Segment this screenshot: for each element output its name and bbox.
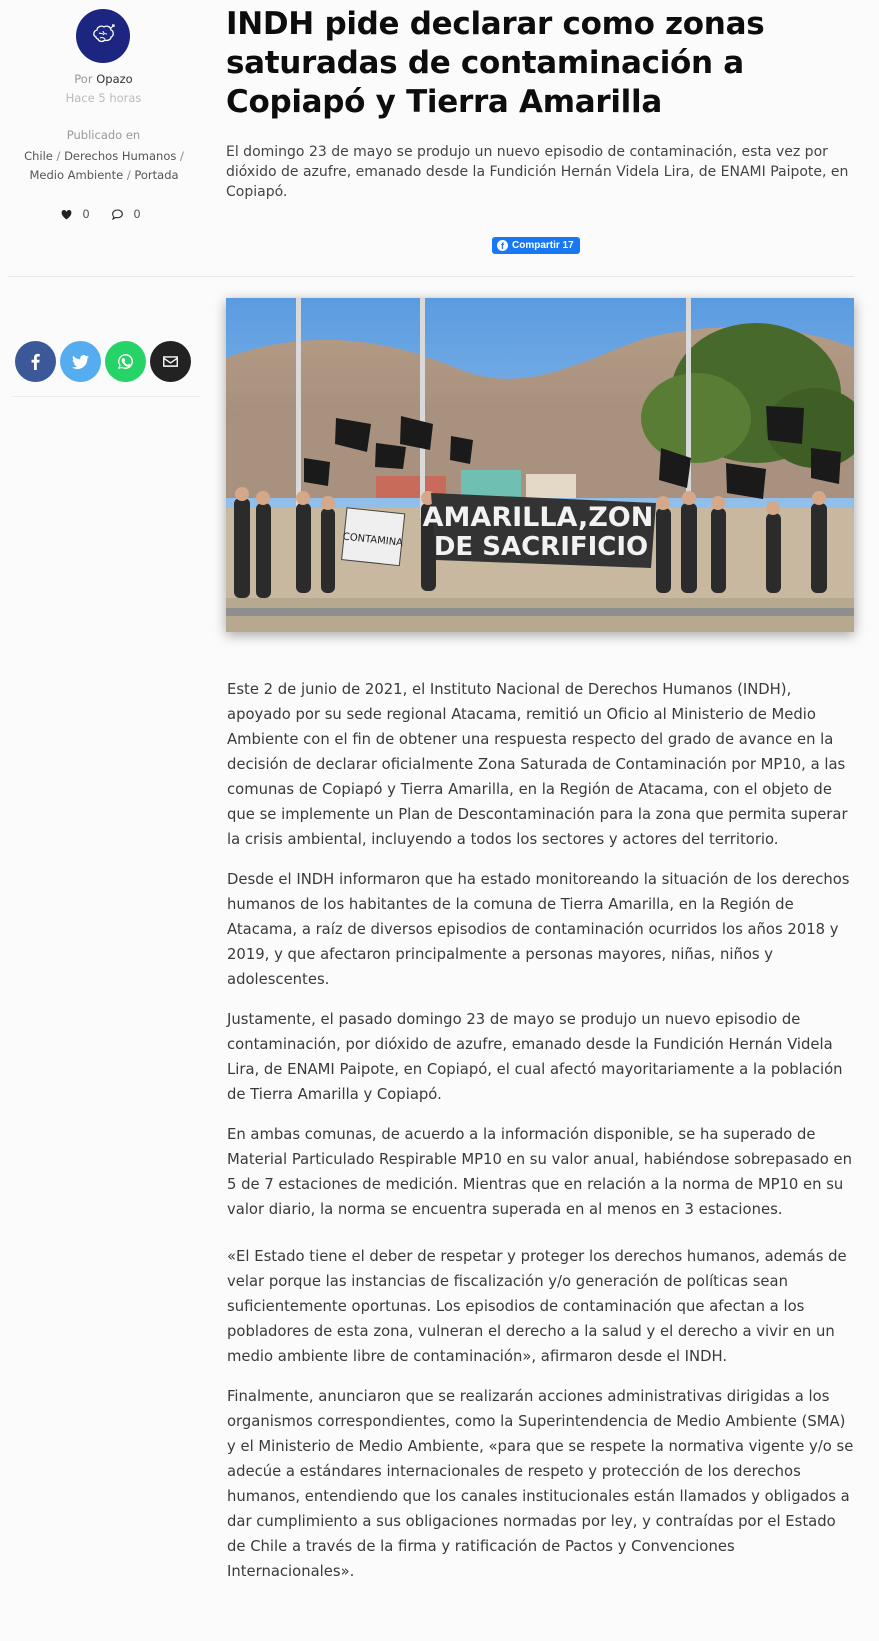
social-share-buttons bbox=[15, 341, 191, 382]
by-prefix: Por bbox=[74, 72, 93, 86]
category-link-derechos-humanos[interactable]: Derechos Humanos bbox=[64, 149, 177, 163]
facebook-logo-icon: f bbox=[497, 240, 508, 251]
brain-logo-icon bbox=[88, 21, 118, 51]
comment-count: 0 bbox=[133, 207, 141, 221]
published-in-label: Publicado en bbox=[66, 128, 141, 142]
like-counter[interactable] bbox=[60, 207, 95, 221]
article-lead: El domingo 23 de mayo se produjo un nuevo episodio de contaminación, esta vez por dióxido de azufre, emanado desde la Fundición Hernán Videla Lira, de ENAMI Paipote, en Copiapó. bbox=[226, 144, 849, 200]
facebook-icon bbox=[27, 353, 44, 370]
body-paragraph: «El Estado tiene el deber de respetar y proteger los derechos humanos, además de velar porque las instancias de fiscalización y/o generación de políticas sean suficientemente oportunas. Los episodios de contaminación que afectan a los pobladores de esta zona, vulneran el derecho a la salud y el derecho a vivir en un medio ambiente libre de contaminación», afirmaron desde el INDH. bbox=[227, 1248, 847, 1365]
share-whatsapp-button[interactable] bbox=[105, 341, 146, 382]
body-paragraph: Justamente, el pasado domingo 23 de mayo se produjo un nuevo episodio de contaminación, por dióxido de azufre, emanado desde la Fundición Hernán Videla Lira, de ENAMI Paipote, en Copiapó, el cual afectó mayoritariamente a la población de Tierra Amarilla y Copiapó. bbox=[227, 1011, 843, 1103]
body-paragraph: Este 2 de junio de 2021, el Instituto Nacional de Derechos Humanos (INDH), apoyado por su sede regional Atacama, remitió un Oficio al Ministerio de Medio Ambiente con el fin de obtener una respuesta respecto del grado de avance en la decisión de declarar oficialmente Zona Saturada de Contaminación por MP10, a las comunas de Copiapó y Tierra Amarilla, en la Región de Atacama, con el objeto de que se implemente un Plan de Descontaminación para la zona que permita superar la crisis ambiental, incluyendo a todos los sectores y actores del territorio. bbox=[227, 681, 848, 848]
author-avatar[interactable] bbox=[76, 9, 130, 63]
envelope-icon bbox=[162, 353, 179, 370]
whatsapp-icon bbox=[117, 353, 134, 370]
body-paragraph: En ambas comunas, de acuerdo a la información disponible, se ha superado de Material Particulado Respirable MP10 en su valor anual, habiéndose sobrepasado en 5 de 7 estaciones de medición. Mientras que en relación a la norma de MP10 en su valor diario, la norma se encuentra superada en al menos en 3 estaciones. bbox=[227, 1126, 853, 1218]
share-facebook-button[interactable] bbox=[15, 341, 56, 382]
banner-text-line1: AMARILLA,ZON bbox=[422, 502, 654, 533]
category-link-chile[interactable]: Chile bbox=[24, 149, 53, 163]
author-link[interactable]: Opazo bbox=[96, 72, 133, 86]
share-divider bbox=[13, 396, 200, 397]
category-separator: / bbox=[56, 149, 61, 163]
body-paragraph: Desde el INDH informaron que ha estado monitoreando la situación de los derechos humanos de los habitantes de la comuna de Tierra Amarilla, en la Región de Atacama, a raíz de diversos episodios de contaminación ocurridos los años 2018 y 2019, y que afectaron principalmente a personas mayores, niñas, niños y adolescentes. bbox=[227, 871, 850, 988]
facebook-share-button[interactable] bbox=[492, 237, 580, 254]
like-count: 0 bbox=[82, 207, 90, 221]
comment-counter[interactable] bbox=[111, 207, 146, 221]
comment-icon bbox=[111, 208, 124, 221]
facebook-share-label: Compartir 17 bbox=[512, 240, 574, 251]
banner-text-line2: DE SACRIFICIO bbox=[433, 532, 649, 562]
category-list bbox=[14, 147, 194, 185]
article-title: INDH pide declarar como zonas saturadas de contaminación a Copiapó y Tierra Amarilla bbox=[226, 6, 765, 120]
protest-photo bbox=[226, 298, 854, 632]
share-twitter-button[interactable] bbox=[60, 341, 101, 382]
category-link-medio-ambiente[interactable]: Medio Ambiente bbox=[29, 168, 124, 182]
post-time: Hace 5 horas bbox=[65, 91, 142, 105]
article-body bbox=[227, 677, 857, 1599]
hero-sign-text: CONTAMINA bbox=[342, 531, 404, 549]
heart-icon bbox=[60, 208, 73, 221]
header-divider bbox=[8, 276, 854, 277]
twitter-icon bbox=[72, 353, 89, 370]
body-paragraph: Finalmente, anunciaron que se realizarán acciones administrativas dirigidas a los organismos correspondientes, como la Superintendencia de Medio Ambiente (SMA) y el Ministerio de Medio Ambiente, «para que se respete la normativa vigente y/o se adecúe a estándares internacionales de respeto y protección de los derechos humanos, entendiendo que los canales institucionales están llamados y obligados a dar cumplimiento a sus obligaciones normadas por ley, y contraídas por el Estado de Chile a través de la firma y ratificación de Pactos y Convenciones Internacionales». bbox=[227, 1388, 854, 1580]
hero-image bbox=[226, 298, 854, 632]
category-separator: / bbox=[126, 168, 131, 182]
share-email-button[interactable] bbox=[150, 341, 191, 382]
category-link-portada[interactable]: Portada bbox=[134, 168, 179, 182]
category-separator: / bbox=[180, 149, 184, 163]
byline bbox=[0, 72, 207, 86]
post-counters bbox=[0, 207, 207, 224]
